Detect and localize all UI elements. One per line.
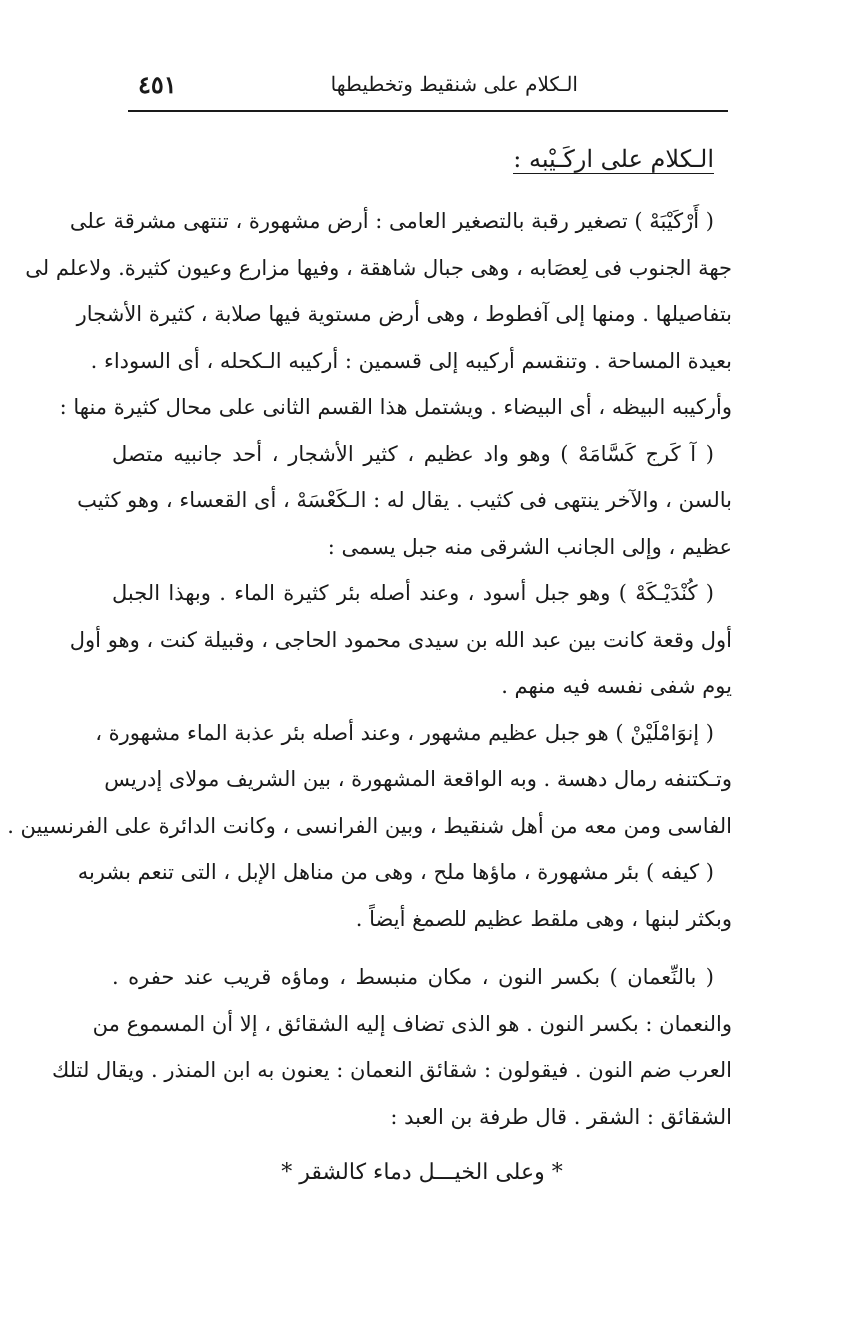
text-line: الشقائق : الشقر . قال طرفة بن العبد :: [390, 1104, 732, 1129]
text-line: أول وقعة كانت بين عبد الله بن سيدى محمود الحاجى ، وقبيلة كنت ، وهو أول: [69, 627, 732, 652]
text-line: وبكثر لبنها ، وهى ملقط عظيم للصمغ أيضاً .: [355, 906, 732, 931]
text-line: بتفاصيلها . ومنها إلى آفطوط ، وهى أرض مستوية فيها صلابة ، كثيرة الأشجار: [76, 302, 732, 326]
verse-line: * وعلى الخيـــل دماء كالشقر *: [281, 1160, 563, 1185]
text-line: عظيم ، وإلى الجانب الشرقى منه جبل يسمى :: [327, 534, 732, 559]
running-title: الـكلام على شنقيط وتخطيطها: [330, 72, 578, 96]
paragraph: [51, 954, 732, 1140]
paragraph: [69, 570, 732, 710]
page-body: [7, 145, 732, 1196]
text-line: يوم شفى نفسه فيه منهم .: [501, 674, 732, 698]
page-header: [128, 66, 728, 112]
text-line: ( آ كَرج كَسَّامَهْ ) وهو واد عظيم ، كثير الأشجار ، أحد جانبيه متصل: [112, 441, 714, 466]
text-line: والنعمان : بكسر النون . هو الذى تضاف إليه الشقائق ، إلا أن المسموع من: [92, 1011, 732, 1036]
paragraph: [77, 431, 732, 571]
paragraph: [77, 849, 732, 942]
text-line: ( بالنِّعمان ) بكسر النون ، مكان منبسط ، وماؤه قريب عند حفره .: [112, 965, 714, 989]
paragraph-gap: [112, 942, 732, 954]
paragraphs: [7, 198, 732, 1140]
text-line: وأركيبه البيظه ، أى البيضاء . ويشتمل هذا القسم الثانى على محال كثيرة منها :: [59, 395, 732, 419]
text-line: جهة الجنوب فى لِعصَابه ، وهى جبال شاهقة ، وفيها مزارع وعيون كثيرة. ولاعلم لى: [25, 255, 732, 280]
text-line: وتـكتنفه رمال دهسة . وبه الواقعة المشهورة ، بين الشريف مولاى إدريس: [104, 767, 732, 791]
section-heading: الـكلام على اركَـيْبه :: [513, 145, 714, 173]
text-line: ( إنوَامْلَيْنْ ) هو جبل عظيم مشهور ، وعند أصله بئر عذبة الماء مشهورة ،: [95, 720, 714, 745]
page-number: ٤٥١: [138, 70, 177, 99]
text-line: بعيدة المساحة . وتنقسم أركيبه إلى قسمين : أركيبه الـكحله ، أى السوداء .: [90, 348, 732, 373]
text-line: بالسن ، والآخر ينتهى فى كثيب . يقال له : الـكَعْسَهْ ، أى القعساء ، وهو كثيب: [77, 488, 732, 512]
paragraph: [25, 198, 732, 431]
text-line: ( كُنْدَيْـكَهْ ) وهو جبل أسود ، وعند أصله بئر كثيرة الماء . وبهذا الجبل: [112, 581, 714, 605]
paragraph: [7, 710, 732, 850]
text-line: ( أَرْكَيْبَهْ ) تصغير رقبة بالتصغير العامى : أرض مشهورة ، تنتهى مشرقة على: [69, 209, 714, 233]
text-line: الفاسى ومن معه من أهل شنقيط ، وبين الفرانسى ، وكانت الدائرة على الفرنسيين .: [7, 813, 732, 838]
text-line: ( كيفه ) بئر مشهورة ، ماؤها ملح ، وهى من مناهل الإبل ، التى تنعم بشربه: [77, 860, 714, 884]
text-line: العرب ضم النون . فيقولون : شقائق النعمان : يعنون به ابن المنذر . ويقال لتلك: [51, 1058, 732, 1082]
